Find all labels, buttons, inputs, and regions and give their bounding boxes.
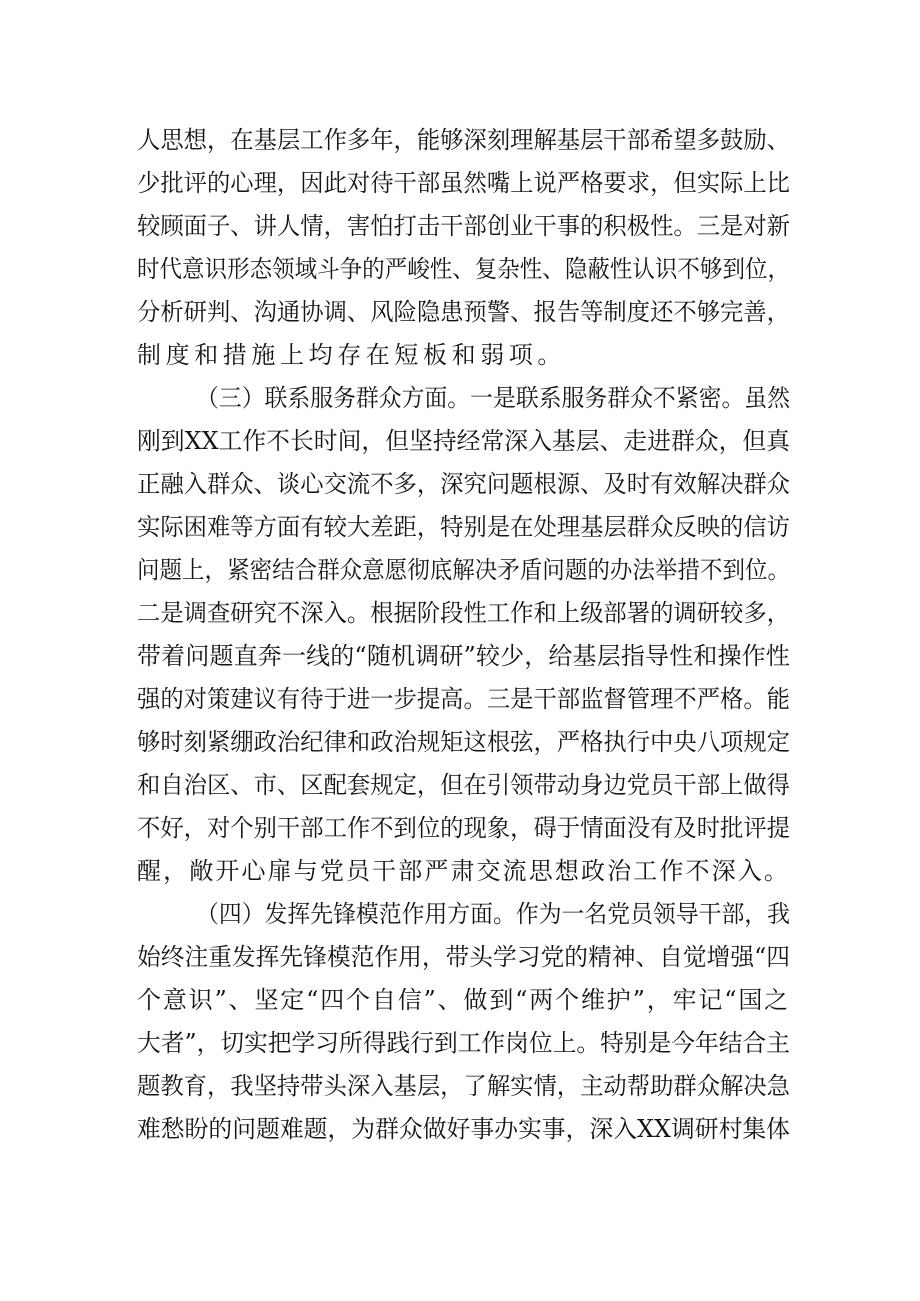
line-text: 个意识”、坚定“四个自信”、做到“两个维护”，牢记“国之 — [137, 986, 790, 1014]
line-text: 够时刻紧绷政治纪律和政治规矩这根弦，严格执行中央八项规定 — [137, 728, 790, 756]
line-text: 问题上，紧密结合群众意愿彻底解决矛盾问题的办法举措不到位。 — [137, 556, 790, 584]
text-line — [0, 977, 920, 1023]
text-line — [0, 1063, 920, 1109]
line-text: 大者”，切实把学习所得践行到工作岗位上。特别是今年结合主 — [137, 1029, 790, 1057]
text-line — [0, 332, 920, 378]
text-line — [0, 590, 920, 636]
line-text: 实际困难等方面有较大差距，特别是在处理基层群众反映的信访 — [137, 513, 790, 541]
text-line — [0, 762, 920, 808]
text-line — [0, 848, 920, 894]
text-line — [0, 633, 920, 679]
line-text: 带着问题直奔一线的“随机调研”较少，给基层指导性和操作性 — [137, 642, 790, 670]
text-line — [0, 719, 920, 765]
line-text: 强的对策建议有待于进一步提高。三是干部监督管理不严格。能 — [137, 685, 790, 713]
line-text: （四）发挥先锋模范作用方面。作为一名党员领导干部，我 — [196, 900, 790, 928]
text-line — [0, 289, 920, 335]
line-text: （三）联系服务群众方面。一是联系服务群众不紧密。虽然 — [196, 384, 790, 412]
line-text: 正融入群众、谈心交流不多，深究问题根源、及时有效解决群众 — [137, 470, 790, 498]
line-text: 刚到XX工作不长时间，但坚持经常深入基层、走进群众，但真 — [137, 427, 790, 455]
text-line — [0, 891, 920, 937]
text-line — [0, 934, 920, 980]
line-text: 分析研判、沟通协调、风险隐患预警、报告等制度还不够完善， — [137, 298, 790, 326]
text-line — [0, 1020, 920, 1066]
line-text: 较顾面子、讲人情，害怕打击干部创业干事的积极性。三是对新 — [137, 212, 790, 240]
text-line — [0, 375, 920, 421]
line-text: 醒，敞开心扉与党员干部严肃交流思想政治工作不深入。 — [137, 857, 790, 885]
line-text: 题教育，我坚持带头深入基层，了解实情，主动帮助群众解决急 — [137, 1072, 790, 1100]
text-line — [0, 160, 920, 206]
line-text: 始终注重发挥先锋模范作用，带头学习党的精神、自觉增强“四 — [137, 943, 790, 971]
line-text: 和自治区、市、区配套规定，但在引领带动身边党员干部上做得 — [137, 771, 790, 799]
text-line — [0, 203, 920, 249]
text-line — [0, 461, 920, 507]
text-line — [0, 1106, 920, 1152]
line-text: 二是调查研究不深入。根据阶段性工作和上级部署的调研较多， — [137, 599, 790, 627]
line-text: 人思想，在基层工作多年，能够深刻理解基层干部希望多鼓励、 — [137, 126, 790, 154]
text-line — [0, 246, 920, 292]
text-line — [0, 547, 920, 593]
line-text: 制度和措施上均存在短板和弱项。 — [137, 341, 566, 369]
text-line — [0, 676, 920, 722]
text-line — [0, 418, 920, 464]
line-text: 不好，对个别干部工作不到位的现象，碍于情面没有及时批评提 — [137, 814, 790, 842]
line-text: 少批评的心理，因此对待干部虽然嘴上说严格要求，但实际上比 — [137, 169, 790, 197]
text-line — [0, 805, 920, 851]
line-text: 难愁盼的问题难题，为群众做好事办实事，深入XX调研村集体 — [137, 1115, 790, 1143]
line-text: 时代意识形态领域斗争的严峻性、复杂性、隐蔽性认识不够到位， — [137, 255, 790, 283]
text-line — [0, 117, 920, 163]
text-line — [0, 504, 920, 550]
